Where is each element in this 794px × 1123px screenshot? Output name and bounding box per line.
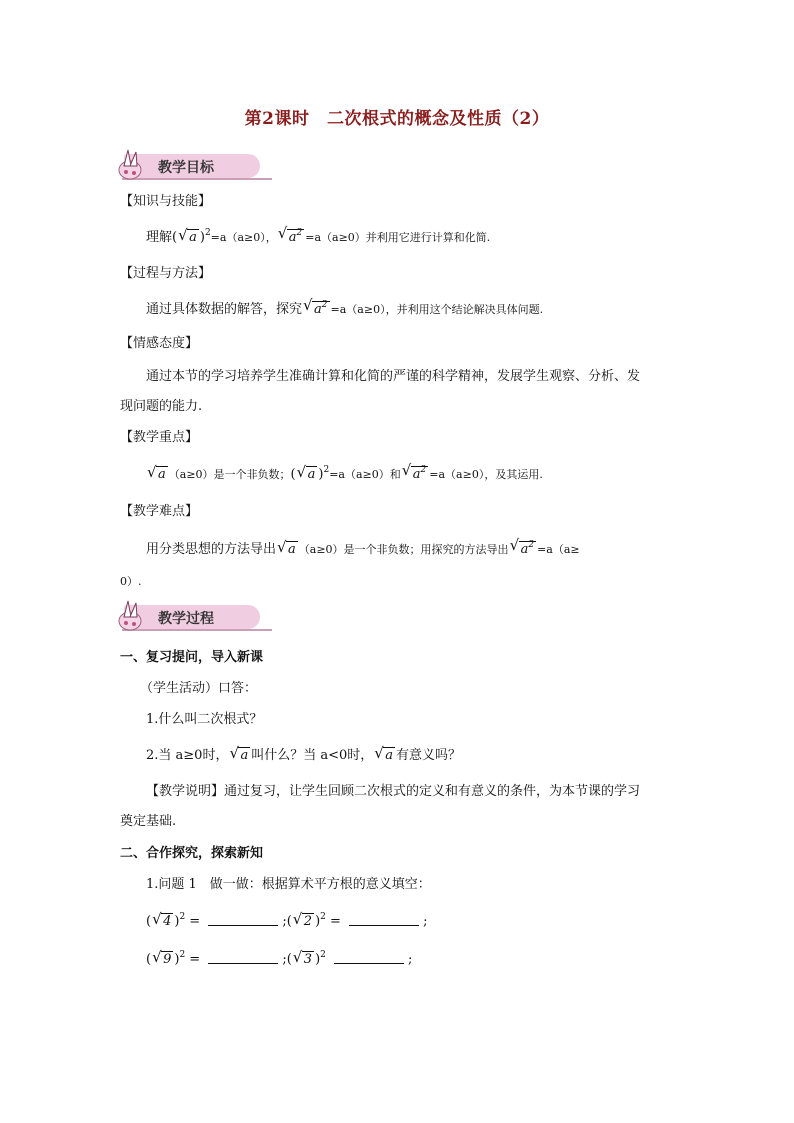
key-points-text: √ a （a≥0）是一个非负数；( √ a )$^2$=a（a≥0）和 √ $a^2 =a(a\ge 0)$，及其运用. [147, 461, 543, 482]
banner-process-label: 教学过程 [158, 611, 214, 627]
heading-emotion: 【情感态度】 [120, 336, 199, 351]
exponent: 2 [179, 912, 186, 922]
exponent: 2 [204, 228, 211, 238]
exponent: 2 [179, 950, 186, 960]
sqrt-4: √ 4 [152, 910, 172, 929]
var-a: a [240, 748, 249, 763]
q2-text-1: 2.当 a≥0时， [146, 748, 229, 763]
exponent: 2 [320, 950, 326, 960]
sqrt-2: √ 2 [292, 910, 313, 929]
page-title: 第2课时 二次根式的概念及性质（2） [244, 109, 550, 129]
answer-blank-4[interactable] [334, 953, 404, 964]
fill-row-1: ( √ 4 )$^2$ = ;( √ 2 )$^2$ = ; [146, 910, 428, 929]
var-a: a [288, 542, 296, 557]
diff-text-3: =a（a≥ [537, 543, 580, 556]
heading-process: 【过程与方法】 [120, 266, 212, 281]
section-banner-objectives [116, 146, 260, 182]
emotion-text-line1: 通过本节的学习培养学生准确计算和化简的严谨的科学精神，发展学生观察、分析、发 [146, 369, 641, 384]
teaching-note-line1: 【教学说明】通过复习，让学生回顾二次根式的定义和有意义的条件，为本节课的学习 [146, 784, 641, 799]
sqrt-a: √ a [147, 463, 166, 482]
heading-difficult-points: 【教学难点】 [120, 504, 199, 519]
part2-heading: 二、合作探究，探索新知 [120, 846, 264, 861]
knowledge-text-3: =a（a≥0）并利用它进行计算和化简. [305, 231, 491, 244]
process-text-1: 通过具体数据的解答，探究 [146, 302, 303, 317]
var-a-inner: a [314, 302, 322, 317]
question-1: 1.什么叫二次根式？ [146, 712, 263, 727]
emotion-text-line2: 现问题的能力. [120, 399, 203, 414]
exponent-inner: 2 [420, 465, 427, 475]
sqrt-a: √ a [229, 744, 249, 763]
sqrt-a: √ a [178, 226, 197, 245]
exponent-inner: 2 [296, 228, 303, 238]
var-a: a [307, 467, 316, 482]
sqrt-a: √ a [296, 463, 316, 482]
answer-blank-2[interactable] [349, 915, 419, 926]
var-a: a [189, 230, 197, 245]
part1-heading: 一、复习提问，导入新课 [120, 650, 264, 665]
student-activity: （学生活动）口答： [140, 681, 258, 696]
stationery-icon [116, 146, 152, 182]
diff-text-2: （a≥0）是一个非负数；用探究的方法导出 [298, 543, 509, 556]
section-banner-process [116, 597, 260, 633]
var-a-inner: a [288, 230, 297, 245]
radicand-2: 2 [303, 914, 313, 929]
knowledge-text-2: =a（a≥0）， [210, 231, 277, 244]
var-a: a [158, 467, 166, 482]
teaching-note-line2: 奠定基础. [120, 814, 177, 829]
exponent: 2 [320, 912, 326, 922]
exponent: 2 [323, 465, 330, 475]
sqrt-a: √ a [374, 744, 394, 763]
sqrt-a-squared: √ $a^2$ [401, 461, 427, 482]
var-a-inner: a [412, 467, 421, 482]
banner-objectives-label: 教学目标 [158, 160, 214, 176]
fill-row-2: ( √ 9 )$^2$ = ;( √ 3 )$^2$ ; [146, 948, 413, 967]
answer-blank-1[interactable] [208, 915, 278, 926]
q2-text-2: 叫什么？当 a<0时， [251, 748, 374, 763]
diff-text-1: 用分类思想的方法导出 [146, 542, 277, 557]
answer-blank-3[interactable] [208, 953, 278, 964]
difficult-text [146, 538, 580, 557]
stationery-icon [116, 597, 152, 633]
var-a-inner: a [520, 542, 529, 557]
process-text-2: =a（a≥0），并利用这个结论解决具体问题. [330, 303, 544, 316]
sqrt-9: √ 9 [152, 948, 172, 967]
heading-knowledge: 【知识与技能】 [120, 194, 212, 209]
sqrt-a-squared: √ $a^2$ [509, 536, 535, 557]
q2-text-3: 有意义吗？ [396, 748, 462, 763]
exponent-inner: 2 [528, 540, 535, 550]
exponent-inner: 2 [321, 300, 328, 310]
sqrt-a-squared: √ $a^2$ [303, 296, 328, 317]
radicand-4: 4 [163, 914, 172, 929]
radicand-9: 9 [163, 952, 172, 967]
key-text-2: =a（a≥0）和 [329, 468, 401, 481]
heading-key-points: 【教学重点】 [120, 430, 199, 445]
knowledge-text-1: 理解 [146, 230, 173, 245]
sqrt-3: √ 3 [292, 948, 313, 967]
problem-1: 1.问题 1 做一做：根据算术平方根的意义填空： [146, 877, 431, 892]
radicand-3: 3 [303, 952, 313, 967]
sqrt-a-squared: √ $a^2$ [277, 224, 303, 245]
difficult-text-line2: 0）. [120, 575, 142, 588]
var-a: a [385, 748, 394, 763]
key-text-1: （a≥0）是一个非负数； [168, 468, 291, 481]
sqrt-a: √ a [277, 538, 296, 557]
knowledge-text: 理解( √ a )$^2$=a（a≥0）， √ $a^2 =a(a\ge 0)$并利用它进行计算和化简. [146, 224, 491, 245]
process-text [146, 298, 543, 317]
key-text-3: =a（a≥0），及其运用. [429, 468, 543, 481]
question-2 [146, 744, 461, 763]
